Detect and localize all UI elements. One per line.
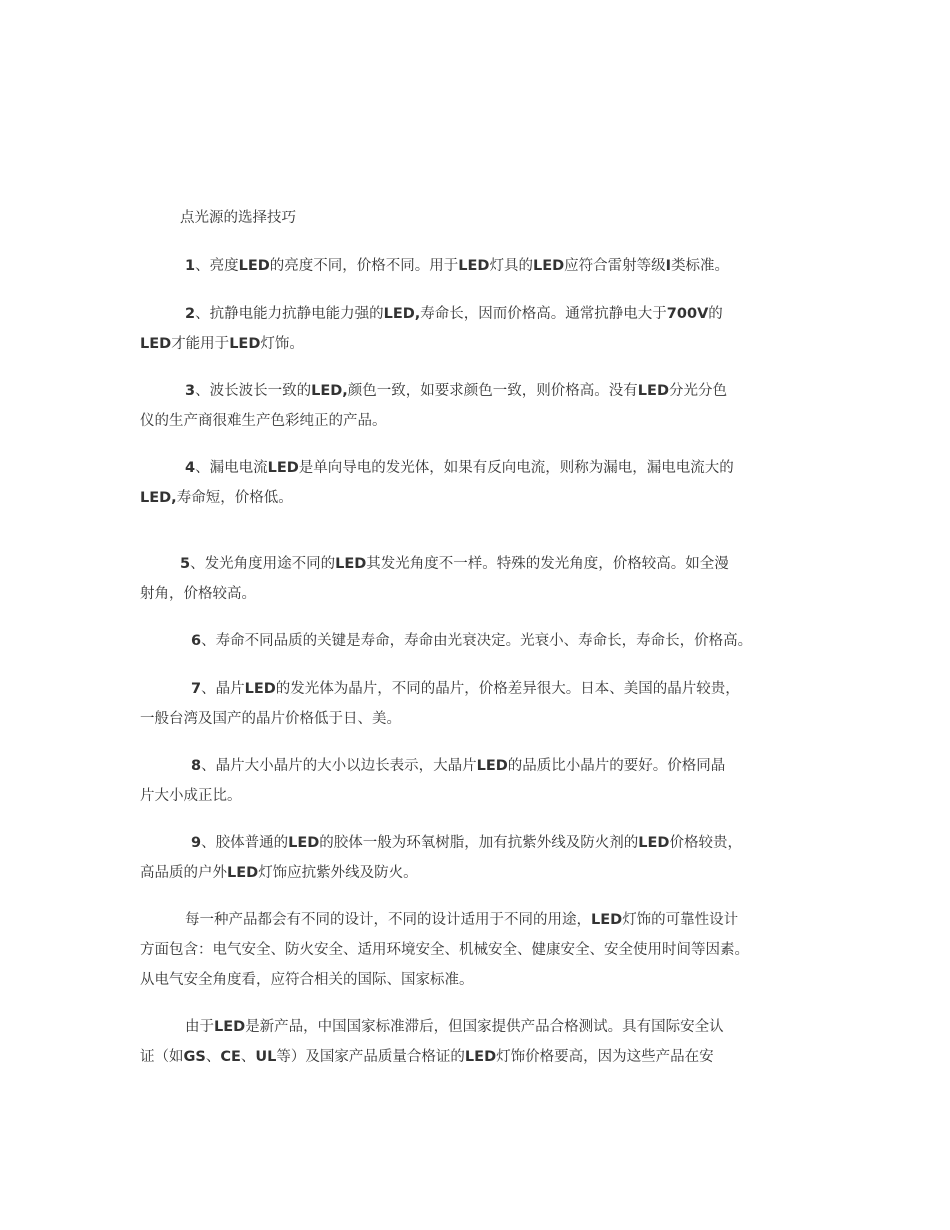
bold-text-run: LED — [532, 258, 565, 274]
paragraph-line — [140, 376, 830, 406]
paragraph-10 — [140, 905, 830, 995]
paragraph-line — [140, 549, 830, 579]
paragraph-line — [140, 626, 830, 656]
bold-text-run: LED — [140, 336, 172, 352]
paragraph-4 — [140, 453, 830, 513]
text-run: 、晶片大小晶片的大小以边长表示，大晶片 — [201, 758, 477, 774]
paragraph-line — [140, 329, 830, 359]
text-run: 的胶体一般为环氧树脂，加有抗紫外线及防火剂的 — [319, 835, 639, 851]
text-run: 从电气安全角度看，应符合相关的国际、国家标准。 — [140, 972, 474, 988]
paragraph-line — [140, 483, 830, 513]
text-run: 、胶体普通的 — [201, 835, 289, 851]
bold-text-run: UL — [255, 1049, 277, 1065]
bold-text-run: LED — [227, 865, 259, 881]
text-run: 灯饰的可靠性设计 — [622, 912, 739, 928]
text-run: 分光分色 — [668, 383, 727, 399]
text-run: 由于 — [185, 1019, 214, 1035]
bold-text-run: LED, — [140, 490, 177, 506]
paragraph-line — [140, 406, 830, 436]
paragraph-2 — [140, 299, 830, 359]
bold-text-run: 3 — [185, 383, 196, 399]
bold-text-run: 2 — [185, 306, 196, 322]
bold-text-run: 4 — [185, 460, 196, 476]
bold-text-run: LED — [335, 556, 367, 572]
bold-text-run: LED — [638, 835, 670, 851]
paragraph-line — [140, 935, 830, 965]
bold-text-run: LED — [244, 681, 276, 697]
text-run: 一般台湾及国产的晶片价格低于日、美。 — [140, 711, 401, 727]
bold-text-run: LED — [288, 835, 320, 851]
paragraph-1 — [140, 251, 830, 281]
paragraph-line — [140, 704, 830, 734]
text-run: 等）及国家产品质量合格证的 — [276, 1049, 465, 1065]
text-run: 每一种产品都会有不同的设计，不同的设计适用于不同的用途， — [185, 912, 591, 928]
bold-text-run: 7 — [191, 681, 202, 697]
paragraph-line — [140, 251, 830, 281]
bold-text-run: LED — [464, 1049, 497, 1065]
text-run: 颜色一致，如要求颜色一致，则价格高。没有 — [347, 383, 638, 399]
text-run: 其发光角度不一样。特殊的发光角度，价格较高。如全漫 — [366, 556, 729, 572]
bold-text-run: LED, — [383, 306, 421, 322]
text-run: 方面包含：电气安全、防火安全、适用环境安全、机械安全、健康安全、安全使用时间等因素。 — [140, 942, 749, 958]
paragraph-line — [140, 1012, 830, 1042]
text-run: 、漏电电流 — [195, 460, 268, 476]
bold-text-run: LED — [229, 336, 261, 352]
bold-text-run: 8 — [191, 758, 202, 774]
paragraph-line — [140, 299, 830, 329]
paragraph-line — [140, 828, 830, 858]
text-run: 的品质比小晶片的要好。价格同晶 — [507, 758, 726, 774]
text-run: 才能用于 — [171, 336, 230, 352]
paragraph-line — [140, 751, 830, 781]
text-run: 是新产品，中国国家标准滞后，但国家提供产品合格测试。具有国际安全认 — [245, 1019, 724, 1035]
text-run: 灯具的 — [489, 258, 533, 274]
bold-text-run: LED — [591, 912, 623, 928]
text-run: 是单向导电的发光体，如果有反向电流，则称为漏电，漏电电流大的 — [298, 460, 734, 476]
text-run: 灯饰应抗紫外线及防火。 — [258, 865, 418, 881]
bold-text-run: 9 — [191, 835, 202, 851]
text-run: 的 — [708, 306, 723, 322]
text-run: 的发光体为晶片，不同的晶片，价格差异很大。日本、美国的晶片较贵， — [275, 681, 740, 697]
text-run: 价格较贵， — [669, 835, 742, 851]
paragraph-line — [140, 781, 830, 811]
bold-text-run: 700V — [666, 306, 709, 322]
text-run: 证（如 — [140, 1049, 184, 1065]
text-run: 寿命长，因而价格高。通常抗静电大于 — [420, 306, 667, 322]
paragraph-9 — [140, 828, 830, 888]
paragraph-3 — [140, 376, 830, 436]
paragraph-line — [140, 858, 830, 888]
text-run: 射角，价格较高。 — [140, 586, 256, 602]
bold-text-run: 6 — [191, 633, 202, 649]
bold-text-run: I — [665, 258, 672, 274]
text-run: 灯饰价格要高，因为这些产品在安 — [496, 1049, 714, 1065]
bold-text-run: 5 — [180, 556, 191, 572]
bold-text-run: LED — [458, 258, 490, 274]
text-run: 、 — [240, 1049, 256, 1065]
bold-text-run: LED — [637, 383, 669, 399]
text-run: 、晶片 — [201, 681, 245, 697]
paragraph-8 — [140, 751, 830, 811]
text-run: 应符合雷射等级 — [564, 258, 666, 274]
text-run: 、 — [205, 1049, 221, 1065]
text-run: 、发光角度用途不同的 — [190, 556, 336, 572]
text-run: 、寿命不同品质的关键是寿命，寿命由光衰决定。光衰小、寿命长，寿命长，价格高。 — [201, 633, 753, 649]
paragraph-5 — [140, 549, 830, 609]
text-run: 、波长波长一致的 — [195, 383, 312, 399]
bold-text-run: LED — [238, 258, 270, 274]
text-run: 灯饰。 — [260, 336, 304, 352]
paragraph-line — [140, 1042, 830, 1072]
paragraph-line — [140, 453, 830, 483]
text-run: 高品质的户外 — [140, 865, 227, 881]
paragraph-line — [140, 965, 830, 995]
text-run: 、抗静电能力抗静电能力强的 — [195, 306, 384, 322]
paragraph-11 — [140, 1012, 830, 1072]
paragraph-line — [140, 579, 830, 609]
bold-text-run: LED — [476, 758, 508, 774]
text-run: 的亮度不同，价格不同。用于 — [269, 258, 459, 274]
bold-text-run: GS — [183, 1049, 206, 1065]
text-run: 类标准。 — [671, 258, 730, 274]
paragraph-6 — [140, 626, 830, 656]
text-run: 寿命短，价格低。 — [176, 490, 293, 506]
bold-text-run: 1 — [185, 258, 196, 274]
text-run: 片大小成正比。 — [140, 788, 242, 804]
paragraph-line — [140, 905, 830, 935]
document-title: 点光源的选择技巧 — [180, 210, 296, 226]
text-run: 、亮度 — [195, 258, 239, 274]
bold-text-run: LED — [214, 1019, 246, 1035]
text-run: 仪的生产商很难生产色彩纯正的产品。 — [140, 413, 387, 429]
bold-text-run: LED, — [311, 383, 348, 399]
paragraph-line — [140, 674, 830, 704]
bold-text-run: LED — [267, 460, 299, 476]
bold-text-run: CE — [220, 1049, 241, 1065]
paragraph-7 — [140, 674, 830, 734]
